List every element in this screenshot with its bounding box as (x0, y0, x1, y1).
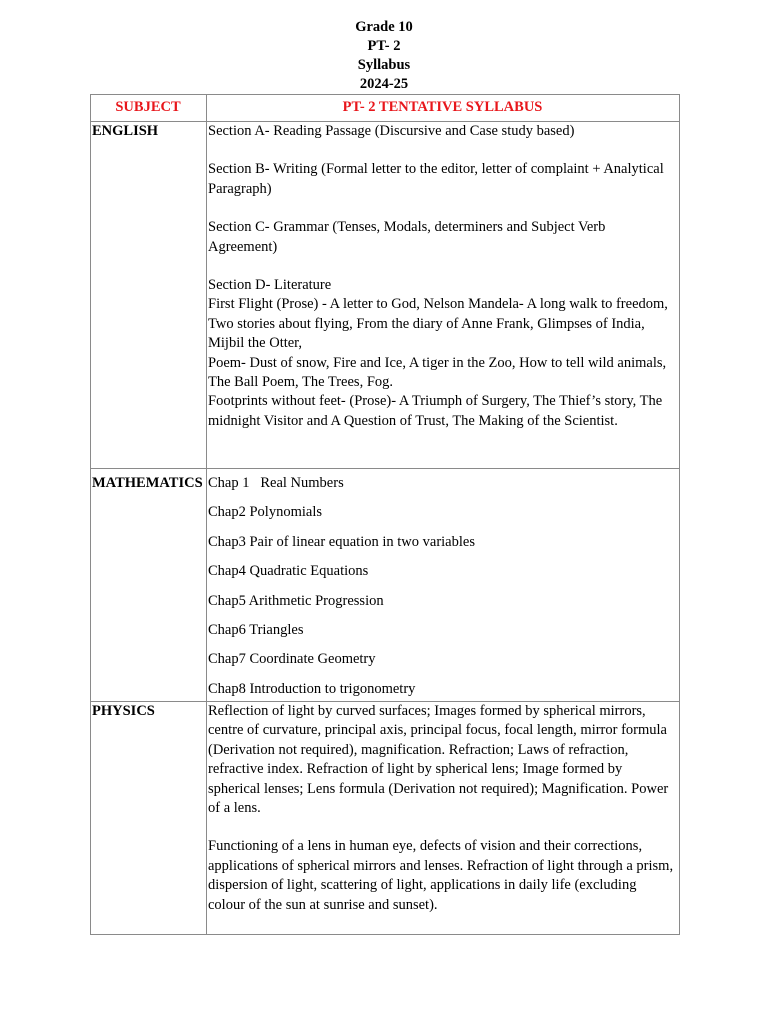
physics-paragraph-2: Functioning of a lens in human eye, defects of vision and their corrections, applications of spherical mirrors and lenses. Refraction of light through a prism, dispersion of light, scattering of light, applications in daily life (excluding colour of the sun at sunrise and sunset). (208, 838, 674, 913)
subject-english: ENGLISH (91, 122, 207, 469)
syllabus-table (90, 94, 680, 935)
year-title: 2024-25 (359, 76, 409, 92)
table-row-mathematics (91, 469, 680, 702)
math-chapter-item: Chap3 Pair of linear equation in two variables (208, 533, 475, 550)
mathematics-syllabus (207, 469, 680, 702)
english-footprints: Footprints without feet- (Prose)- A Triumph of Surgery, The Thief’s story, The midnight Visitor and A Question of Trust, The Making of the Scientist. (208, 393, 663, 429)
test-title: PT- 2 (367, 38, 401, 54)
english-section-a: Section A- Reading Passage (Discursive and Case study based) (208, 123, 575, 139)
english-section-b: Section B- Writing (Formal letter to the editor, letter of complaint + Analytical Paragraph) (208, 161, 664, 197)
math-chapter-item: Chap4 Quadratic Equations (208, 563, 369, 580)
document-header (0, 18, 768, 94)
math-chapter-item: Chap 1 Real Numbers (208, 475, 344, 491)
math-chapter-item: Chap5 Arithmetic Progression (208, 592, 384, 609)
english-poem: Poem- Dust of snow, Fire and Ice, A tiger in the Zoo, How to tell wild animals, The Ball Poem, The Trees, Fog. (208, 354, 667, 391)
subject-column-header: SUBJECT (91, 95, 207, 122)
math-chapter-item: Chap6 Triangles (208, 621, 304, 638)
subject-mathematics: MATHEMATICS (91, 469, 207, 702)
doc-type-title: Syllabus (357, 57, 411, 73)
table-header-row (91, 95, 680, 122)
syllabus-column-header: PT- 2 TENTATIVE SYLLABUS (207, 95, 680, 122)
english-section-c: Section C- Grammar (Tenses, Modals, determiners and Subject Verb Agreement) (208, 219, 606, 255)
table-row-english (91, 122, 680, 469)
subject-physics: PHYSICS (91, 702, 207, 935)
table-row-physics (91, 702, 680, 935)
grade-title: Grade 10 (355, 19, 413, 35)
math-chapter-item: Chap7 Coordinate Geometry (208, 651, 376, 668)
english-section-d: Section D- Literature (208, 277, 332, 294)
english-syllabus (207, 122, 680, 469)
physics-paragraph-1: Reflection of light by curved surfaces; Images formed by spherical mirrors, centre of curvature, principal axis, principal focus, focal length, mirror formula (Derivation not required), magnification. Refraction; Laws of refraction, refractive index. Refraction of light by spherical lens; Image formed by spherical lenses; Lens formula (Derivation not required); Magnification. Power of a lens. (208, 703, 669, 817)
physics-syllabus (207, 702, 680, 935)
english-first-flight: First Flight (Prose) - A letter to God, Nelson Mandela- A long walk to freedom, Two stories about flying, From the diary of Anne Frank, Glimpses of India, Mijbil the Otter, (208, 296, 668, 352)
math-chapter-item: Chap8 Introduction to trigonometry (208, 680, 416, 697)
math-chapter-item: Chap2 Polynomials (208, 504, 322, 521)
